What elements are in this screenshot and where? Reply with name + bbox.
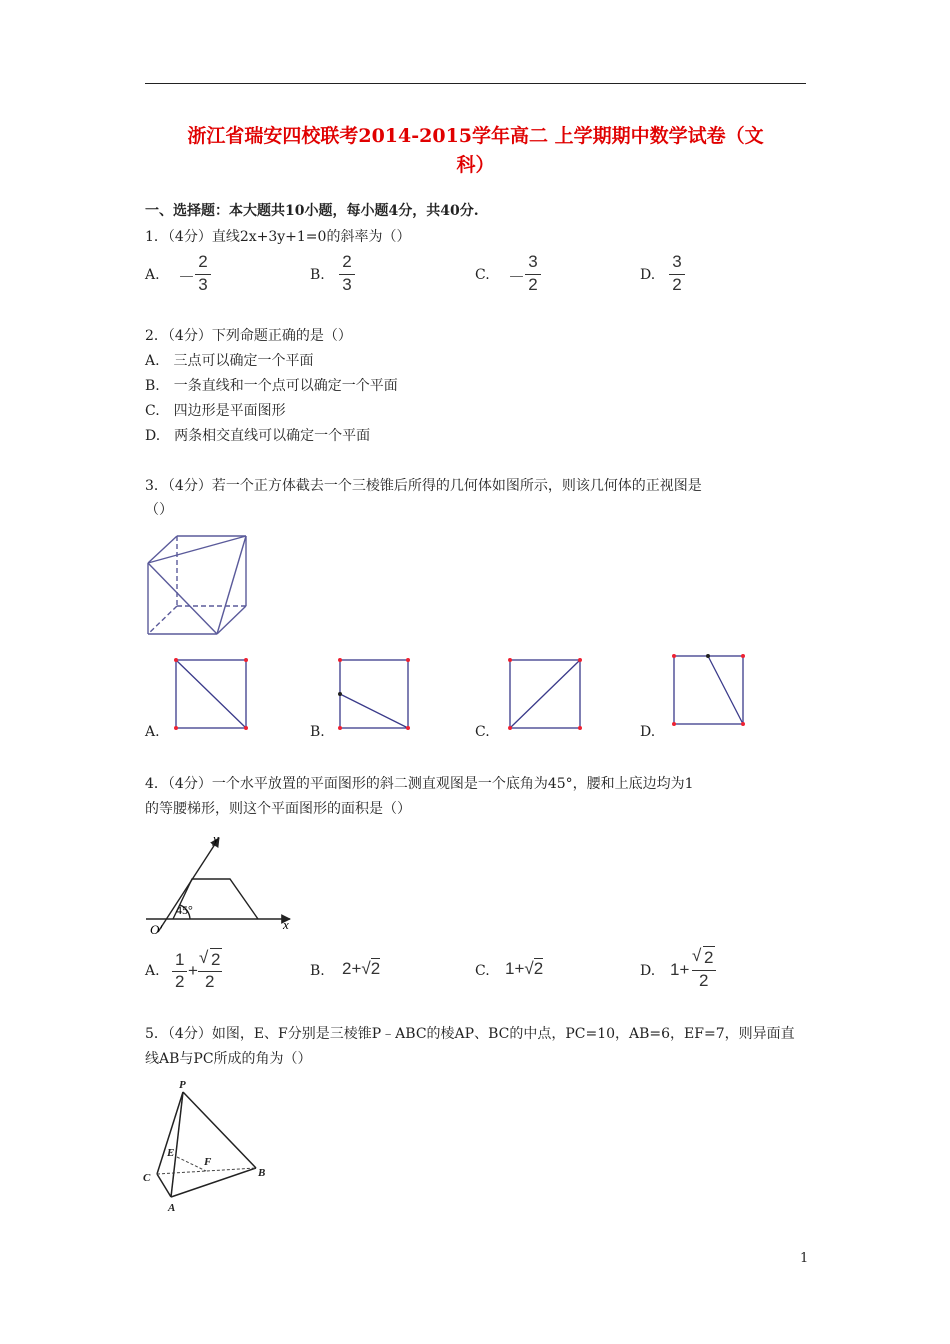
q4-d-sqrt: 2 xyxy=(704,948,714,967)
q4-d-pre: 1+ xyxy=(670,960,690,979)
q4-angle-label: 45° xyxy=(176,903,193,917)
q4-option-b-label: B. xyxy=(310,963,325,979)
q3-option-c-figure xyxy=(504,655,589,735)
q1-option-a-num: 2 xyxy=(198,252,208,271)
q3-cube-figure xyxy=(140,530,255,640)
q4-c-sqrt: 2 xyxy=(533,959,544,978)
q1-option-c-num: 3 xyxy=(528,252,538,271)
q2-option-d: D. 两条相交直线可以确定一个平面 xyxy=(145,428,371,444)
q1-option-a-den: 3 xyxy=(198,275,208,294)
q3-option-c-label: C. xyxy=(475,724,490,740)
q5-label-c: C xyxy=(143,1172,151,1184)
q5-label-a: A xyxy=(168,1202,176,1214)
page-number: 1 xyxy=(800,1251,809,1266)
q1-option-d-num: 3 xyxy=(672,252,682,271)
q1-option-b-num: 2 xyxy=(342,252,352,271)
header-rule xyxy=(145,83,806,84)
q3-option-d-figure xyxy=(668,652,753,732)
q4-stem-line-1: 4．（4分）一个水平放置的平面图形的斜二测直观图是一个底角为45°，腰和上底边均为1 xyxy=(145,776,694,792)
q4-origin-label: O' xyxy=(150,922,163,937)
q1-option-c-den: 2 xyxy=(528,275,538,294)
q1-option-b-den: 3 xyxy=(342,275,352,294)
q5-label-b: B xyxy=(258,1167,266,1179)
q2-option-b: B. 一条直线和一个点可以确定一个平面 xyxy=(145,378,398,394)
q1-option-a-sign: － xyxy=(178,268,195,287)
q4-x-axis-label: x xyxy=(283,917,289,932)
q4-a-plus: + xyxy=(188,961,198,980)
q1-option-b-label: B. xyxy=(310,267,325,283)
q3-option-b-label: B. xyxy=(310,724,325,740)
q4-stem-line-2: 的等腰梯形，则这个平面图形的面积是（） xyxy=(145,801,411,817)
document-title xyxy=(145,122,806,180)
q4-option-d-label: D. xyxy=(640,963,656,979)
q5-stem-line-2: 线AB与PC所成的角为（） xyxy=(145,1051,312,1067)
q5-label-e: E xyxy=(167,1147,175,1159)
q4-option-d-expr: 1+ √ 2 2 xyxy=(670,948,722,994)
q5-tetrahedron-figure xyxy=(138,1075,278,1215)
q3-option-d-label: D. xyxy=(640,724,656,740)
q4-a-den2: 2 xyxy=(205,972,215,991)
q1-option-c-sign: － xyxy=(508,268,525,287)
q3-stem-line-2: （） xyxy=(145,502,173,518)
q4-c-pre: 1+ xyxy=(505,959,525,978)
q4-d-den: 2 xyxy=(699,971,709,990)
title-line-1: 浙江省瑞安四校联考2014-2015学年高二 上学期期中数学试卷（文 xyxy=(187,125,764,147)
q4-b-pre: 2+ xyxy=(342,959,362,978)
q1-stem: 1．（4分）直线2x+3y+1=0的斜率为（） xyxy=(145,229,411,245)
q5-label-p: P xyxy=(179,1079,186,1091)
q5-label-f: F xyxy=(204,1156,212,1168)
q4-b-sqrt: 2 xyxy=(370,959,381,978)
title-line-2: 科） xyxy=(456,154,495,176)
section-heading: 一、选择题：本大题共10小题，每小题4分，共40分. xyxy=(145,203,479,219)
q1-option-a-label: A. xyxy=(145,267,160,283)
q4-a-den: 2 xyxy=(175,972,185,991)
q4-a-sqrt: 2 xyxy=(211,950,221,969)
q4-oblique-figure xyxy=(140,828,300,938)
q1-option-d-den: 2 xyxy=(672,275,682,294)
q3-option-b-figure xyxy=(333,655,418,735)
q4-option-c-expr: 1+√2 xyxy=(505,959,544,978)
q4-option-a-label: A. xyxy=(145,963,160,979)
q2-stem: 2．（4分）下列命题正确的是（） xyxy=(145,328,352,344)
q3-stem-line-1: 3．（4分）若一个正方体截去一个三棱锥后所得的几何体如图所示，则该几何体的正视图是 xyxy=(145,478,702,494)
q3-option-a-figure xyxy=(170,655,255,735)
q1-option-c-label: C. xyxy=(475,267,490,283)
q4-option-c-label: C. xyxy=(475,963,490,979)
q1-option-d-label: D. xyxy=(640,267,656,283)
q2-option-a: A. 三点可以确定一个平面 xyxy=(145,353,314,369)
q4-y-axis-label: y xyxy=(213,831,219,846)
q3-option-a-label: A. xyxy=(145,724,160,740)
q4-option-b-expr: 2+√2 xyxy=(342,959,381,978)
q4-a-num: 1 xyxy=(175,950,185,969)
q2-option-c: C. 四边形是平面图形 xyxy=(145,403,286,419)
q5-stem-line-1: 5．（4分）如图，E、F分别是三棱锥P﹣ABC的棱AP、BC的中点，PC=10，AB=6，EF=7，则异面直 xyxy=(145,1026,795,1042)
q4-option-a-expr: 1 2 + √ 2 2 xyxy=(172,950,232,994)
